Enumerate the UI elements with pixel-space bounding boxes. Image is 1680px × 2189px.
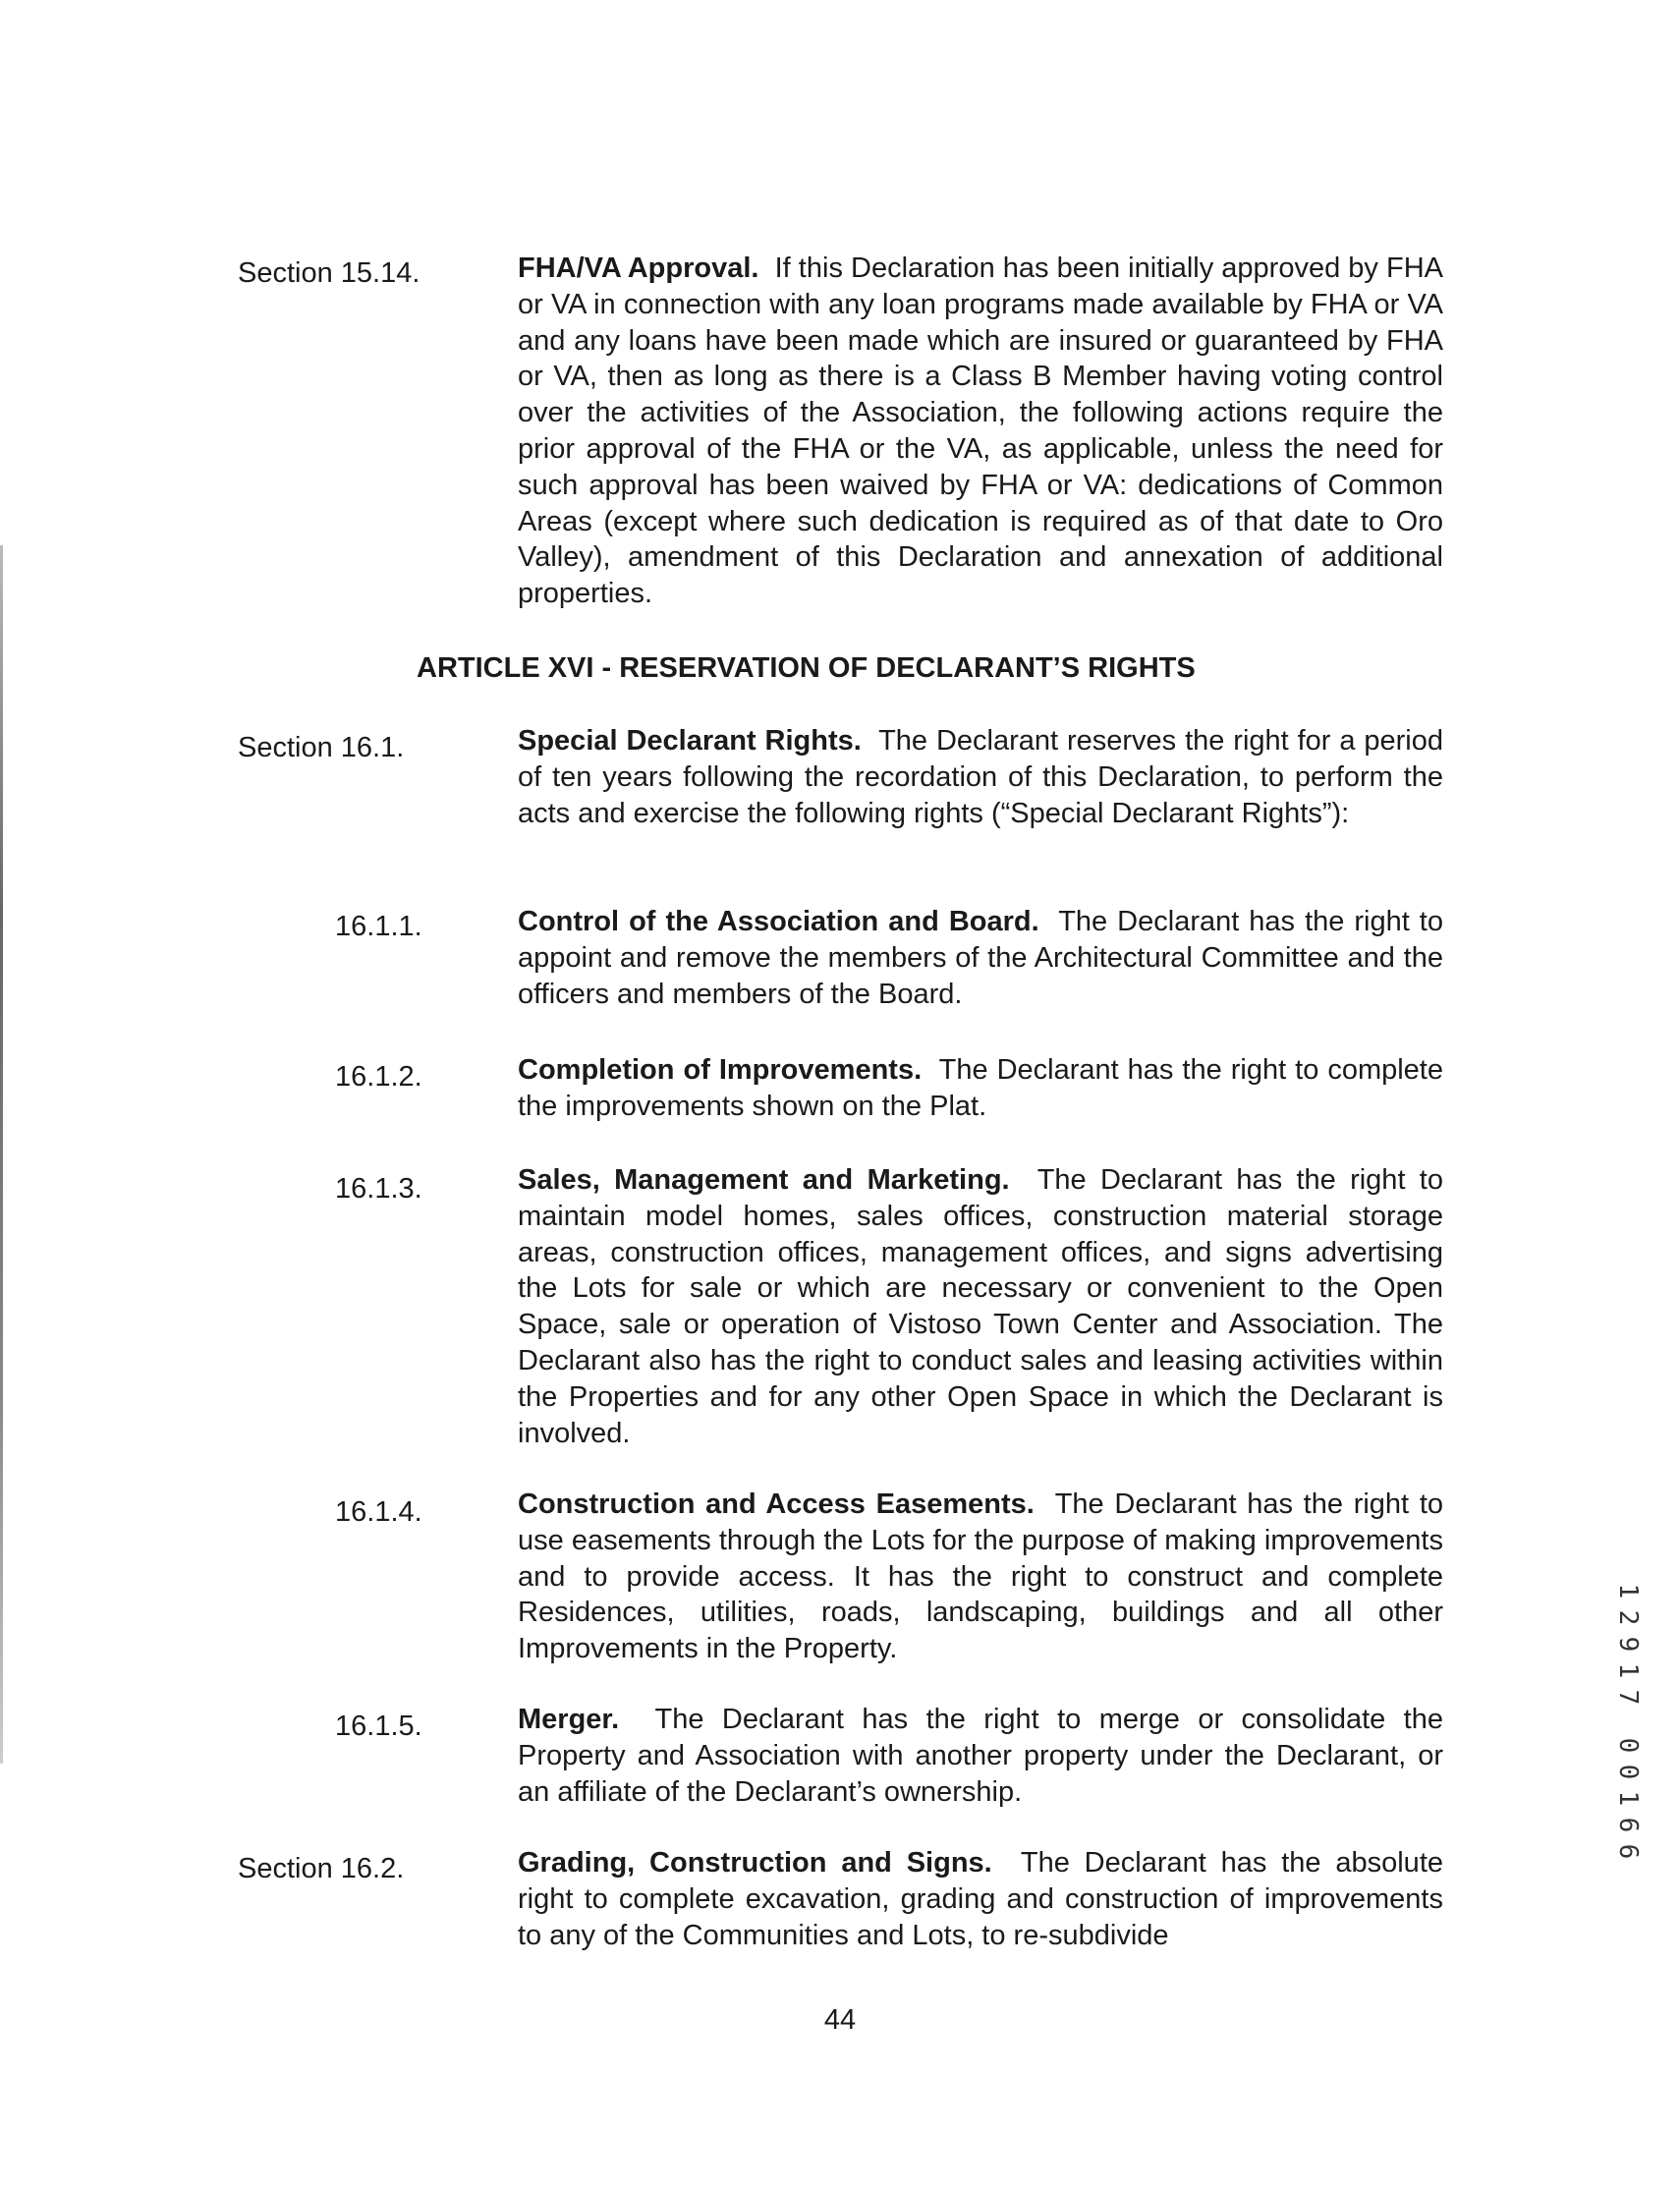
- subsection-16-1-5-title: Merger: [518, 1704, 612, 1735]
- subsection-16-1-1-label: 16.1.1.: [335, 911, 422, 942]
- page-number: 44: [823, 2004, 857, 2036]
- subsection-16-1-2-body: The Declarant has the right to complete the improvements shown on the Plat.: [518, 1054, 1443, 1122]
- recording-stamp: [1607, 1578, 1647, 1865]
- subsection-16-1-3-paragraph: Sales, Management and Marketing. The Declarant has the right to maintain model homes, sales offices, construction material storage areas, construction offices, management offices, and signs advertising the Lots for sale or which are necessary or convenient to the Open Space, sale or operation of Vistoso Town Center and Association. The Declarant also has the right to conduct sales and leasing activities within the Properties and for any other Open Space in which the Declarant is involved.: [518, 1164, 1443, 1449]
- recording-stamp-bottom: [1614, 1732, 1641, 1865]
- recording-stamp-top: [1614, 1578, 1641, 1711]
- recording-stamp-bottom-char: 0: [1612, 1764, 1643, 1780]
- section-15-14-title: FHA/VA Approval: [518, 253, 752, 284]
- subsection-16-1-2-title: Completion of Improvements: [518, 1054, 915, 1086]
- recording-stamp-bottom-char: 6: [1612, 1817, 1643, 1833]
- subsection-16-1-4-body: The Declarant has the right to use easements through the Lots for the purpose of making improvements and to provide access. It has the right to construct and complete Residences, utilities, roads, landscaping, buildings and all other Improvements in the Property.: [518, 1488, 1444, 1665]
- section-16-2-body: The Declarant has the absolute right to complete excavation, grading and construction of improvements to any of the Communities and Lots, to re-subdivide: [518, 1847, 1443, 1951]
- subsection-16-1-3-title: Sales, Management and Marketing: [518, 1164, 1002, 1196]
- recording-stamp-bottom-char: 1: [1612, 1790, 1643, 1807]
- subsection-16-1-2-label: 16.1.2.: [335, 1061, 422, 1093]
- subsection-16-1-1-body: The Declarant has the right to appoint and remove the members of the Architectural Committee and the officers and members of the Board.: [518, 906, 1443, 1010]
- section-15-14-label: Section 15.14.: [238, 257, 420, 289]
- section-16-1-body: The Declarant reserves the right for a period of ten years following the recordation of this Declaration, to perform the acts and exercise the following rights (“Special Declarant Rights”):: [518, 725, 1443, 829]
- subsection-16-1-3-body: The Declarant has the right to maintain model homes, sales offices, construction material storage areas, construction offices, management offices, and signs advertising the Lots for sale or which are necessary or convenient to the Open Space, sale or operation of Vistoso Town Center and Association. The Declarant also has the right to conduct sales and leasing activities within the Properties and for any other Open Space in which the Declarant is involved.: [518, 1164, 1443, 1449]
- subsection-16-1-1-paragraph: Control of the Association and Board. The Declarant has the right to appoint and remove the members of the Architectural Committee and the officers and members of the Board.: [518, 906, 1443, 1010]
- subsection-16-1-1-title: Control of the Association and Board: [518, 906, 1032, 937]
- subsection-16-1-5-body: The Declarant has the right to merge or consolidate the Property and Association with another property under the Declarant, or an affiliate of the Declarant’s ownership.: [518, 1704, 1443, 1808]
- subsection-16-1-5-label: 16.1.5.: [335, 1711, 422, 1742]
- recording-stamp-bottom-char: 0: [1612, 1737, 1643, 1754]
- recording-stamp-top-char: 9: [1612, 1636, 1643, 1653]
- subsection-16-1-5-paragraph: Merger. The Declarant has the right to merge or consolidate the Property and Association with another property under the Declarant, or an affiliate of the Declarant’s ownership.: [518, 1704, 1443, 1808]
- recording-stamp-top-char: 7: [1612, 1689, 1643, 1706]
- recording-stamp-top-char: 1: [1612, 1583, 1643, 1600]
- section-16-1-title: Special Declarant Rights: [518, 725, 854, 757]
- scan-edge: [0, 545, 3, 1764]
- section-16-1-paragraph: Special Declarant Rights. The Declarant reserves the right for a period of ten years following the recordation of this Declaration, to perform the acts and exercise the following rights (“Special Declarant Rights”):: [518, 725, 1443, 829]
- article-heading: ARTICLE XVI - RESERVATION OF DECLARANT’S RIGHTS: [417, 652, 1196, 684]
- recording-stamp-bottom-char: 6: [1612, 1843, 1643, 1860]
- section-16-2-paragraph: Grading, Construction and Signs. The Declarant has the absolute right to complete excavation, grading and construction of improvements to any of the Communities and Lots, to re-subdivide: [518, 1847, 1443, 1951]
- subsection-16-1-4-title: Construction and Access Easements: [518, 1488, 1027, 1520]
- recording-stamp-top-char: 1: [1612, 1662, 1643, 1679]
- section-16-2-label: Section 16.2.: [238, 1853, 405, 1884]
- section-15-14-paragraph: FHA/VA Approval. If this Declaration has been initially approved by FHA or VA in connection with any loan programs made available by FHA or VA and any loans have been made which are insured or guaranteed by FHA or VA, then as long as there is a Class B Member having voting control over the activities of the Association, the following actions require the prior approval of the FHA or the VA, as applicable, unless the need for such approval has been waived by FHA or VA: dedications of Common Areas (except where such dedication is required as of that date to Oro Valley), amendment of this Declaration and annexation of additional properties.: [518, 253, 1443, 610]
- recording-stamp-top-char: 2: [1612, 1609, 1643, 1626]
- subsection-16-1-3-label: 16.1.3.: [335, 1173, 422, 1205]
- section-16-1-label: Section 16.1.: [238, 732, 405, 763]
- subsection-16-1-2-paragraph: Completion of Improvements. The Declarant has the right to complete the improvements shown on the Plat.: [518, 1054, 1443, 1122]
- section-16-2-title: Grading, Construction and Signs: [518, 1847, 984, 1879]
- section-15-14-body: If this Declaration has been initially approved by FHA or VA in connection with any loan programs made available by FHA or VA and any loans have been made which are insured or guaranteed by FHA or VA, then as long as there is a Class B Member having voting control over the activities of the Association, the following actions require the prior approval of the FHA or the VA, as applicable, unless the need for such approval has been waived by FHA or VA: dedications of Common Areas (except where such dedication is required as of that date to Oro Valley), amendment of this Declaration and annexation of additional properties.: [518, 253, 1443, 610]
- subsection-16-1-4-paragraph: Construction and Access Easements. The Declarant has the right to use easements through the Lots for the purpose of making improvements and to provide access. It has the right to construct and complete Residences, utilities, roads, landscaping, buildings and all other Improvements in the Property.: [518, 1488, 1444, 1665]
- subsection-16-1-4-label: 16.1.4.: [335, 1496, 422, 1528]
